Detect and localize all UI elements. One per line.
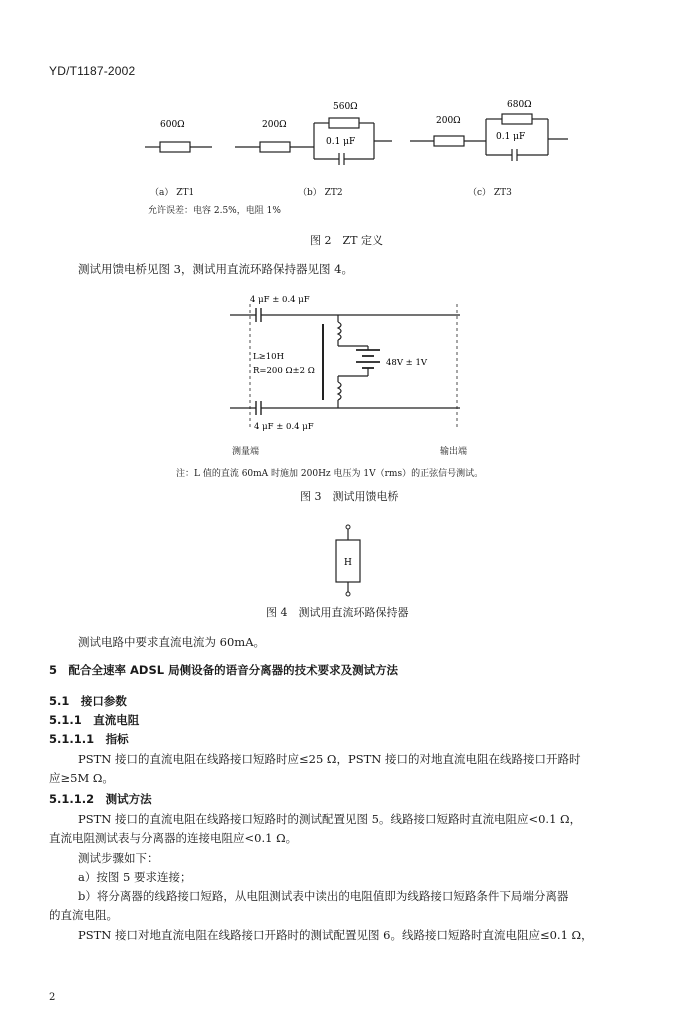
section-5-1-heading: 5.1 接口参数 (49, 694, 127, 708)
fig3-note: 注：L 值的直流 60mA 时施加 200Hz 电压为 1V（rms）的正弦信号测试。 (176, 469, 484, 479)
section-5-heading: 5 配合全速率 ADSL 局侧设备的语音分离器的技术要求及测试方法 (49, 663, 399, 677)
section-5-1-1-heading: 5.1.1 直流电阻 (49, 713, 140, 727)
zt2-cap-label: 0.1 μF (326, 137, 356, 147)
zt3-series-label: 200Ω (436, 116, 461, 126)
intro-paragraph: 测试用馈电桥见图 3，测试用直流环路保持器见图 4。 (78, 262, 353, 276)
fig3-cap-top-label: 4 μF ± 0.4 μF (250, 295, 310, 305)
fig2-tolerance: 允许误差：电容 2.5%，电阻 1% (148, 206, 281, 216)
figure-2-circuits (130, 95, 590, 175)
zt2-caption: （b） ZT2 (298, 188, 343, 198)
s5112-paragraph-line2: 直流电阻测试表与分离器的连接电阻应<0.1 Ω。 (49, 831, 298, 845)
fig3-cap-bottom-label: 4 μF ± 0.4 μF (254, 422, 314, 432)
zt3-parallel-label: 680Ω (507, 100, 532, 110)
section-5-1-1-1-heading: 5.1.1.1 指标 (49, 732, 129, 746)
zt1-caption: （a） ZT1 (150, 188, 195, 198)
fig4-box-label: H (344, 558, 352, 568)
document-id: YD/T1187-2002 (49, 64, 136, 78)
fig4-title: 图 4 测试用直流环路保持器 (266, 606, 409, 619)
fig3-battery-label: 48V ± 1V (386, 358, 428, 368)
steps-intro: 测试步骤如下： (78, 851, 159, 865)
zt1-circuit (145, 120, 212, 152)
zt3-circuit (410, 100, 568, 161)
step-a: a）按图 5 要求连接； (78, 870, 192, 884)
fig3-resistance-label: R=200 Ω±2 Ω (253, 366, 315, 376)
s5111-paragraph-line2: 应≥5M Ω。 (49, 771, 114, 785)
figure-4-loop-holder (320, 522, 380, 602)
fig3-inductor-label: L≥10H (253, 352, 284, 362)
fig3-right-port-label: 输出端 (440, 447, 468, 457)
current-paragraph: 测试电路中要求直流电流为 60mA。 (78, 635, 265, 649)
zt1-resistor-label: 600Ω (160, 120, 185, 130)
figure-3-feed-bridge (220, 288, 480, 448)
step-b-line1: b）将分离器的线路接口短路，从电阻测试表中读出的电阻值即为线路接口短路条件下局端分离器 (78, 889, 569, 903)
fig3-title: 图 3 测试用馈电桥 (300, 490, 399, 503)
last-paragraph-line: PSTN 接口对地直流电阻在线路接口开路时的测试配置见图 6。线路接口短路时直流电阻应≤0.1 Ω， (78, 928, 593, 942)
fig2-title: 图 2 ZT 定义 (310, 234, 383, 247)
zt2-circuit (235, 102, 392, 165)
s5112-paragraph-line1: PSTN 接口的直流电阻在线路接口短路时的测试配置见图 5。线路接口短路时直流电阻应<0.1 Ω， (78, 812, 582, 826)
zt2-parallel-label: 560Ω (333, 102, 358, 112)
zt3-cap-label: 0.1 μF (496, 132, 526, 142)
zt3-caption: （c） ZT3 (468, 188, 512, 198)
section-5-1-1-2-heading: 5.1.1.2 测试方法 (49, 792, 152, 806)
page-number: 2 (49, 992, 56, 1003)
zt2-series-label: 200Ω (262, 120, 287, 130)
s5111-paragraph-line1: PSTN 接口的直流电阻在线路接口短路时应≤25 Ω，PSTN 接口的对地直流电阻在线路接口开路时 (78, 752, 581, 766)
fig3-left-port-label: 测量端 (232, 447, 260, 457)
step-b-line2: 的直流电阻。 (49, 908, 118, 922)
